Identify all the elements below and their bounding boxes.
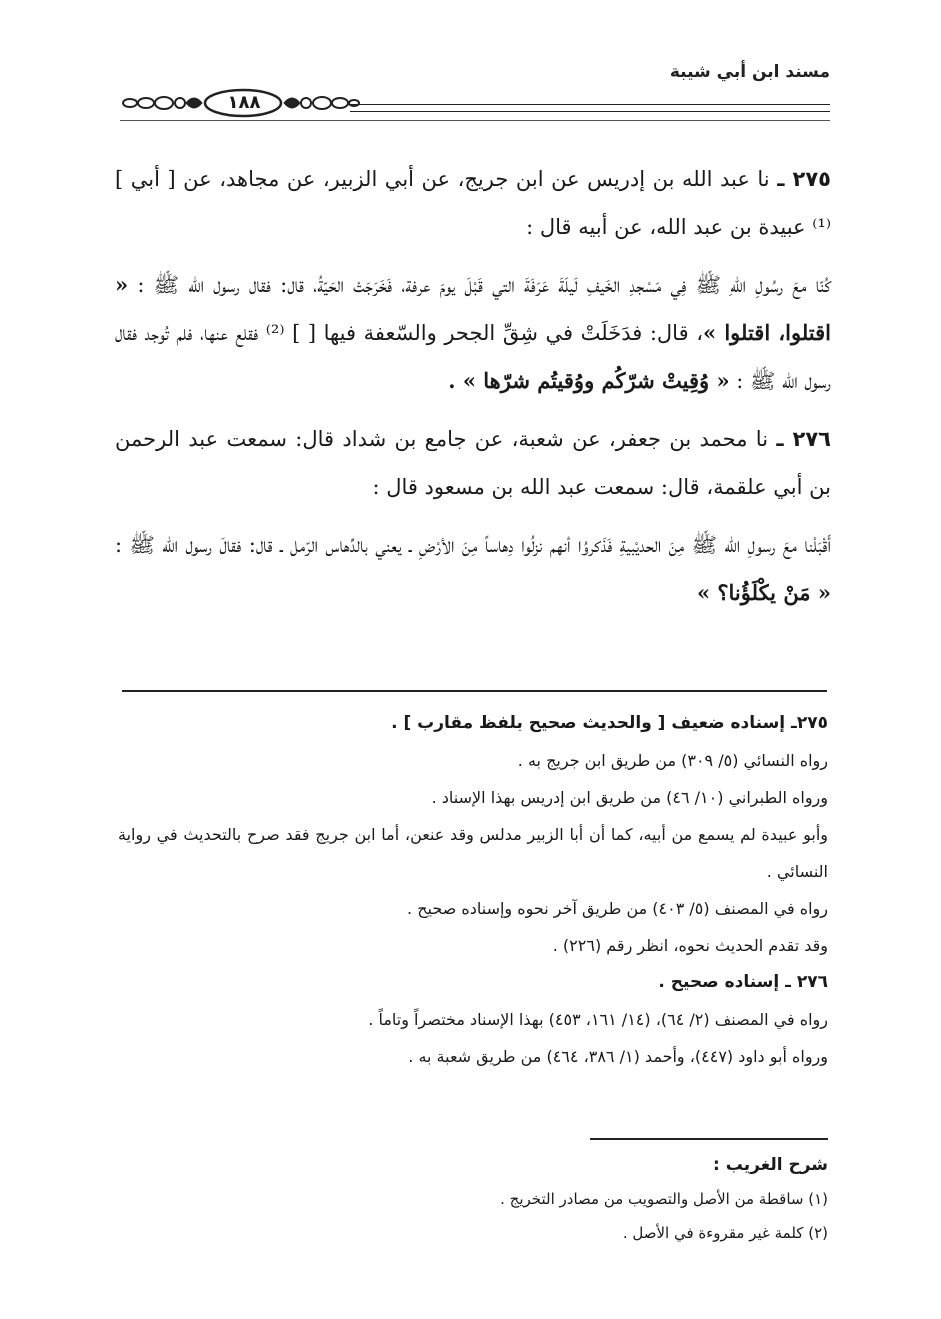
page-header — [120, 60, 830, 120]
hadith-276-matn — [115, 521, 831, 617]
note-line: رواه في المصنف (٢/ ٦٤)، (١٤/ ١٦١، ٤٥٣) بهذا الإسناد مختصراً وتاماً . — [368, 1010, 828, 1029]
matn-text: ، قال: فدَخَلَتْ في شِقِّ الجحر والسّعفة فيها [ ] ⁽²⁾ فقلع عنها، فلم تُوجد فقال رسول الله ﷺ : — [115, 321, 831, 393]
note-line: رواه النسائي (٥/ ٣٠٩) من طريق ابن جريج به . — [517, 751, 828, 770]
note-line: وقد تقدم الحديث نحوه، انظر رقم (٢٢٦) . — [552, 936, 828, 955]
header-rule-double — [350, 111, 830, 112]
note-line: ورواه الطبراني (١٠/ ٤٦) من طريق ابن إدريس بهذا الإسناد . — [431, 788, 828, 807]
glossary-item: (٢) كلمة غير مقروءة في الأصل . — [622, 1224, 828, 1242]
takhrij-notes — [118, 705, 828, 1075]
note-line: ورواه أبو داود (٤٤٧)، وأحمد (١/ ٣٨٦، ٤٦٤) من طريق شعبة به . — [408, 1047, 828, 1066]
hadith-276-isnad — [115, 415, 831, 511]
hadith-275-isnad — [115, 155, 831, 251]
note-title: ٢٧٥ـ إسناده ضعيف [ والحديث صحيح بلفظ مقارب ] . — [391, 713, 828, 733]
footnote-divider — [122, 690, 827, 692]
prophetic-quote: « مَنْ يكْلَؤُنا؟ » — [696, 580, 831, 605]
isnad-text: نا عبد الله بن إدريس عن ابن جريج، عن أبي الزبير، عن مجاهد، عن [ أبي ] ⁽¹⁾ عبيدة بن عبد الله، عن أبيه قال : — [115, 167, 831, 239]
glossary-section — [118, 1148, 828, 1250]
isnad-text: نا محمد بن جعفر، عن شعبة، عن جامع بن شداد قال: سمعت عبد الرحمن بن أبي علقمة، قال: سمعت عبد الله بن مسعود قال : — [115, 427, 831, 499]
hadith-number: ٢٧٥ ـ — [777, 167, 831, 191]
glossary-title: شرح الغريب : — [713, 1155, 828, 1175]
header-rule-bottom — [120, 120, 830, 121]
glossary-item: (١) ساقطة من الأصل والتصويب من مصادر التخريج . — [500, 1190, 828, 1208]
hadith-number: ٢٧٦ ـ — [776, 427, 831, 451]
prophetic-quote: « وُقِيتْ شرّكُم ووُقيتُم شرّها » . — [448, 368, 730, 393]
note-line: رواه في المصنف (٥/ ٤٠٣) من طريق آخر نحوه وإسناده صحيح . — [407, 899, 828, 918]
note-title: ٢٧٦ ـ إسناده صحيح . — [658, 972, 828, 992]
matn-text: كُنّا معَ رسُولِ اللهِ ﷺ فِي مَسْجدِ الخَيفِ لَيلَةَ عَرَفَةَ التي قَبْلَ يومَ عرفة، فَخَرَجَتْ الحَيّةُ، قال: فقال رسول الله ﷺ : — [137, 273, 831, 297]
main-text — [115, 155, 831, 627]
matn-text: أَقْبَلْنا معَ رسولِ الله ﷺ مِنَ الحديْبيةِ فَذَكروُا أنهم نزلُوا دِهاساً مِنَ الأرْضِ ـ يعني بالدِّهاس الرّمل ـ قال: فقالَ رسول الله ﷺ : — [115, 533, 831, 557]
page-number: ١٨٨ — [227, 92, 261, 113]
note-line: وأبو عبيدة لم يسمع من أبيه، كما أن أبا الزبير مدلس وقد عنعن، أما ابن جريج فقد صرح بالتحديث في رواية النسائي . — [118, 825, 828, 881]
prophetic-quote: « اقتلوا، اقتلوا » — [115, 272, 832, 345]
hadith-275-matn — [115, 261, 831, 405]
header-rule — [350, 104, 830, 105]
glossary-divider — [590, 1138, 828, 1140]
running-title: مسند ابن أبي شيبة — [669, 62, 830, 82]
